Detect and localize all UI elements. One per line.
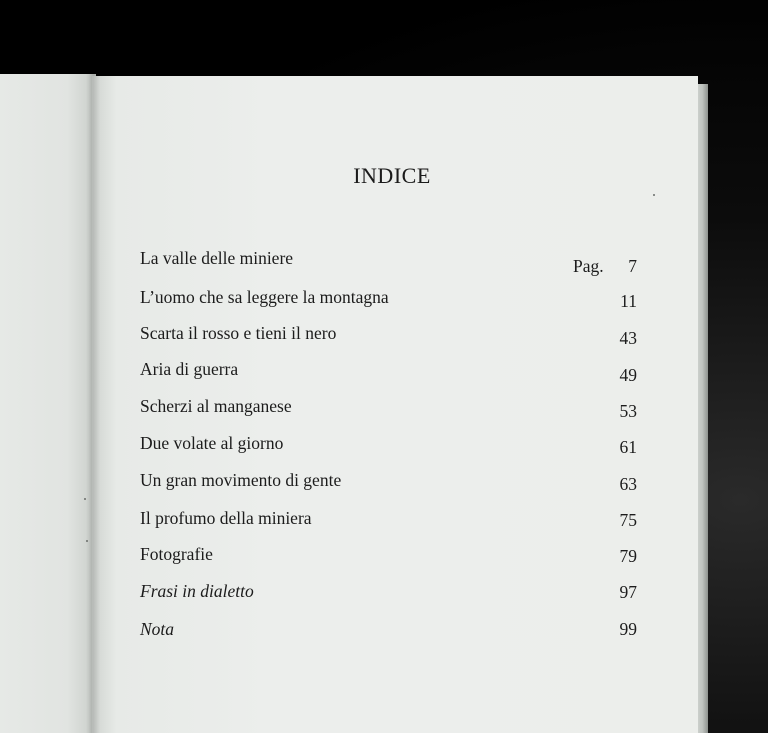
toc-entry-page: 75 [619,510,637,530]
toc-entry-title: Aria di guerra [140,359,239,379]
toc-entry-page: 61 [619,437,637,457]
book-gutter [86,74,100,733]
toc-entry-page: 97 [619,582,637,602]
left-page [0,74,96,733]
toc-entry-title: Frasi in dialetto [140,581,254,601]
page-title: INDICE [353,163,431,188]
toc-entry-title: L’uomo che sa leggere la montagna [140,287,389,307]
toc-entry-page: 63 [619,474,637,494]
paper-speck [653,194,655,196]
toc-entry-page: 7 [628,256,637,276]
toc-entry-title: Scarta il rosso e tieni il nero [140,323,337,343]
toc-entry-title: Un gran movimento di gente [140,470,342,490]
toc-entry-title: Il profumo della miniera [140,508,312,528]
toc-entry-title: La valle delle miniere [140,248,294,268]
page-column-label: Pag. [573,256,604,276]
paper-speck [84,498,86,500]
toc-entry-page: 53 [619,401,637,421]
toc-entry-page: 49 [619,365,637,385]
toc-entry-page: 43 [619,328,637,348]
toc-entry-page: 79 [619,546,637,566]
toc-entry-title: Nota [140,619,175,639]
paper-speck [86,540,88,542]
toc-entry-page: 11 [620,291,637,311]
toc-entry-title: Due volate al giorno [140,433,284,453]
toc-entry-title: Scherzi al manganese [140,396,292,416]
toc-entry-title: Fotografie [140,544,213,564]
toc-entry-page: 99 [619,619,637,639]
